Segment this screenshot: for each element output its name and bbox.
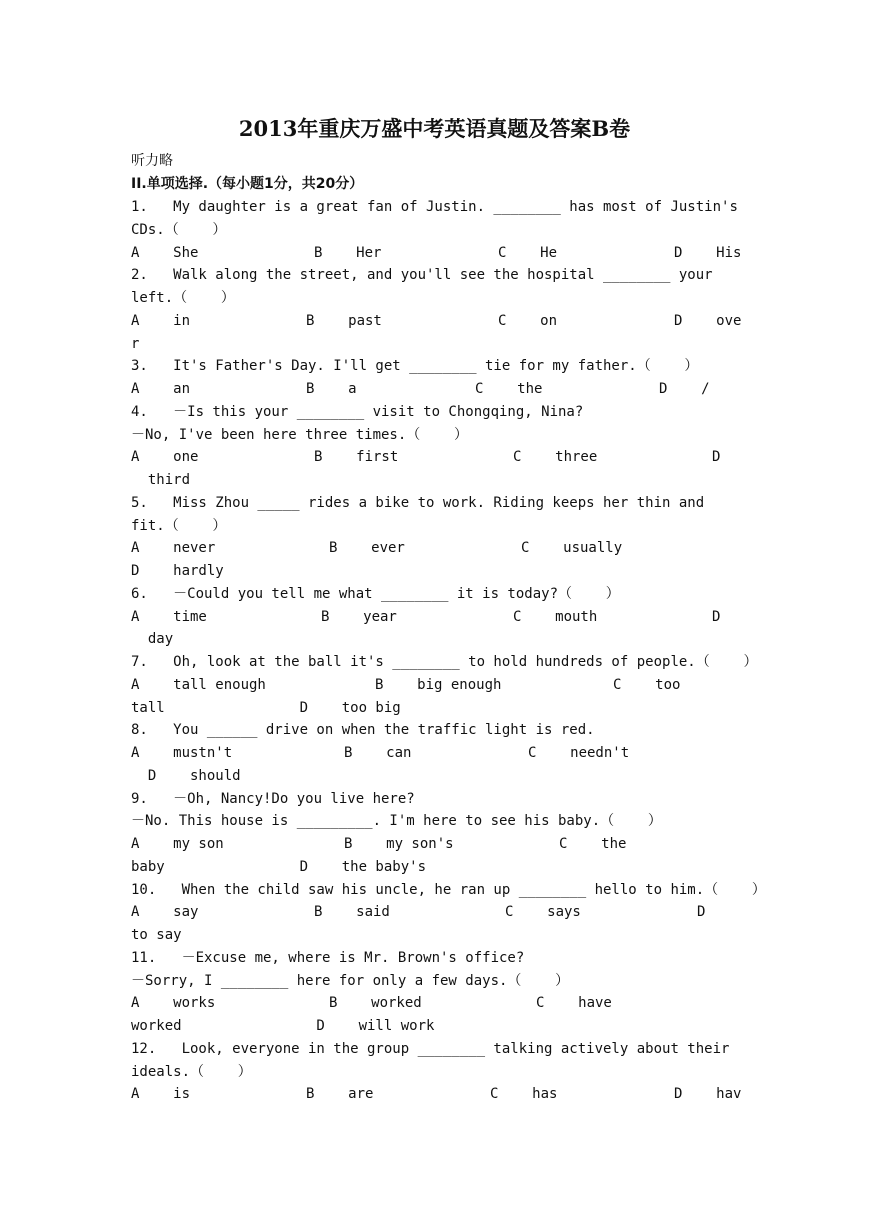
answer-option: A say [131,904,199,920]
answer-option-cont: r [131,336,140,352]
answer-option: B past [306,313,382,329]
question-stem: 9. －Oh, Nancy!Do you live here? [131,791,415,807]
answer-option: D / [659,381,710,397]
answer-option: D [712,449,721,465]
answer-option: C needn't [528,745,630,761]
answer-option: C the [559,836,627,852]
answer-option-cont: worked D will work [131,1018,435,1034]
answer-option: B a [306,381,357,397]
answer-option: D hav [674,1086,742,1102]
answer-option: A time [131,609,207,625]
question-stem: 1. My daughter is a great fan of Justin. ________ has most of Justin's [131,199,738,215]
question-stem: 11. －Excuse me, where is Mr. Brown's office? [131,950,525,966]
question-stem: 5. Miss Zhou _____ rides a bike to work. Riding keeps her thin and [131,495,705,511]
answer-option: B said [314,904,390,920]
question-stem: 4. －Is this your ________ visit to Chongqing, Nina? [131,404,584,420]
question-stem-cont: left.（ ） [131,290,235,306]
answer-option: D [697,904,706,920]
answer-option: D ove [674,313,742,329]
page-title: 2013年重庆万盛中考英语真题及答案B卷 [238,116,631,141]
question-stem-cont: －No. This house is _________. I'm here to see his baby.（ ） [131,813,662,829]
answer-option: A is [131,1086,191,1102]
answer-option: C usually [521,540,623,556]
question-stem: 10. When the child saw his uncle, he ran up ________ hello to him.（ ） [131,882,766,898]
answer-option: A an [131,381,191,397]
question-stem-cont: －Sorry, I ________ here for only a few days.（ ） [131,973,570,989]
answer-option: B worked [329,995,422,1011]
question-stem: 3. It's Father's Day. I'll get ________ tie for my father.（ ） [131,358,699,374]
answer-option: D His [674,245,742,261]
answer-option: C mouth [513,609,598,625]
answer-option-cont: tall D too big [131,700,401,716]
answer-option: C too [613,677,681,693]
question-stem-cont: －No, I've been here three times.（ ） [131,427,469,443]
answer-option: A my son [131,836,224,852]
answer-option: C three [513,449,598,465]
answer-option: B are [306,1086,374,1102]
answer-option: C the [475,381,543,397]
answer-option: B big enough [375,677,502,693]
question-stem: 2. Walk along the street, and you'll see the hospital ________ your [131,267,713,283]
answer-option: C He [498,245,558,261]
answer-option: B can [344,745,412,761]
question-stem-cont: CDs.（ ） [131,222,227,238]
question-stem-cont: ideals.（ ） [131,1064,252,1080]
question-stem: 8. You ______ drive on when the traffic light is red. [131,722,595,738]
answer-option-cont: baby D the baby's [131,859,427,875]
answer-option-cont: day [131,631,174,647]
answer-option-cont: D should [131,768,241,784]
answer-option: A in [131,313,191,329]
question-stem-cont: fit.（ ） [131,518,227,534]
answer-option: A She [131,245,199,261]
answer-option: A one [131,449,199,465]
answer-option-cont: D hardly [131,563,224,579]
answer-option: C have [536,995,612,1011]
answer-option: A works [131,995,216,1011]
answer-option: B first [314,449,399,465]
answer-option: D [712,609,721,625]
answer-option: B year [321,609,397,625]
answer-option: C on [498,313,558,329]
question-stem: 7. Oh, look at the ball it's ________ to hold hundreds of people.（ ） [131,654,758,670]
question-stem: 12. Look, everyone in the group ________ talking actively about their [131,1041,730,1057]
answer-option: B my son's [344,836,454,852]
answer-option: A never [131,540,216,556]
answer-option: A mustn't [131,745,233,761]
answer-option-cont: third [131,472,191,488]
listening-note: 听力略 [131,153,173,169]
answer-option: C says [505,904,581,920]
answer-option: B Her [314,245,382,261]
answer-option-cont: to say [131,927,182,943]
answer-option: B ever [329,540,405,556]
answer-option: A tall enough [131,677,266,693]
question-stem: 6. －Could you tell me what ________ it is today?（ ） [131,586,620,602]
section-heading: II.单项选择.（每小题1分，共20分） [131,176,364,192]
answer-option: C has [490,1086,558,1102]
